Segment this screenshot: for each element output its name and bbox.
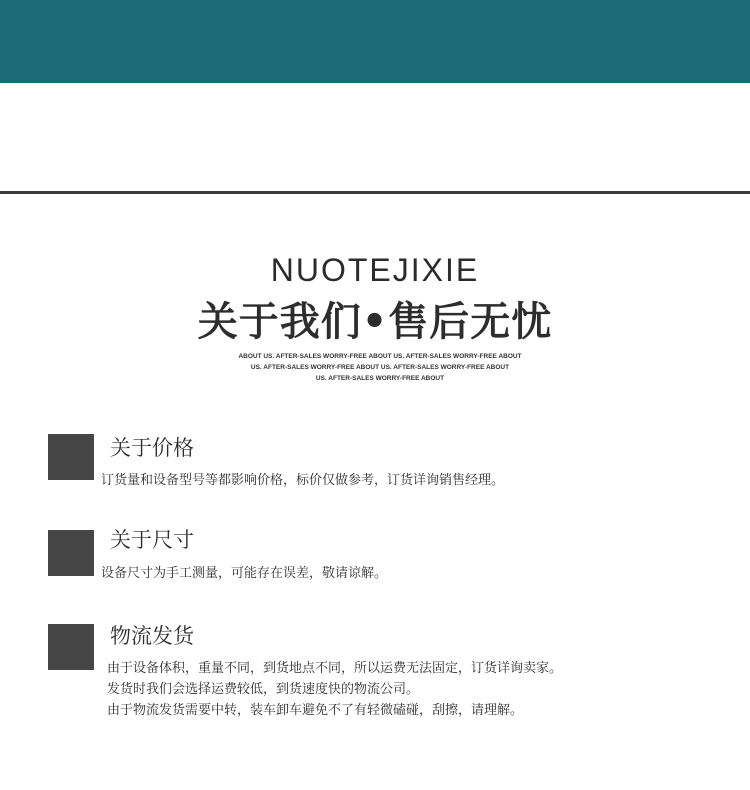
page-headline: 关于我们•售后无忧 (197, 299, 553, 345)
section-text: 设备尺寸为手工测量，可能存在误差，敬请谅解。 (101, 566, 388, 581)
tagline-line: US. AFTER-SALES WORRY-FREE ABOUT US. AFTER-SALES WORRY-FREE ABOUT (250, 364, 510, 371)
brand-name: NUOTEJIXIE (270, 252, 480, 288)
tagline (230, 351, 530, 384)
section-title: 物流发货 (110, 624, 194, 648)
square-bullet-icon (48, 624, 94, 670)
section-text: 订货量和设备型号等都影响价格，标价仅做参考，订货详询销售经理。 (101, 473, 505, 488)
section-text: 由于物流发货需要中转，装车卸车避免不了有轻微磕碰，刮擦，请理解。 (107, 703, 524, 718)
section-text: 发货时我们会选择运费较低，到货速度快的物流公司。 (107, 682, 420, 697)
section-text: 由于设备体积，重量不同，到货地点不同，所以运费无法固定，订货详询卖家。 (107, 661, 563, 676)
top-banner (0, 0, 750, 83)
square-bullet-icon (48, 434, 94, 480)
tagline-line: ABOUT US. AFTER-SALES WORRY-FREE ABOUT US. AFTER-SALES WORRY-FREE ABOUT (238, 353, 522, 360)
section-title: 关于价格 (110, 436, 194, 460)
tagline-line: US. AFTER-SALES WORRY-FREE ABOUT (315, 375, 445, 382)
square-bullet-icon (48, 530, 94, 576)
section-title: 关于尺寸 (110, 528, 194, 552)
section-divider (0, 191, 750, 194)
